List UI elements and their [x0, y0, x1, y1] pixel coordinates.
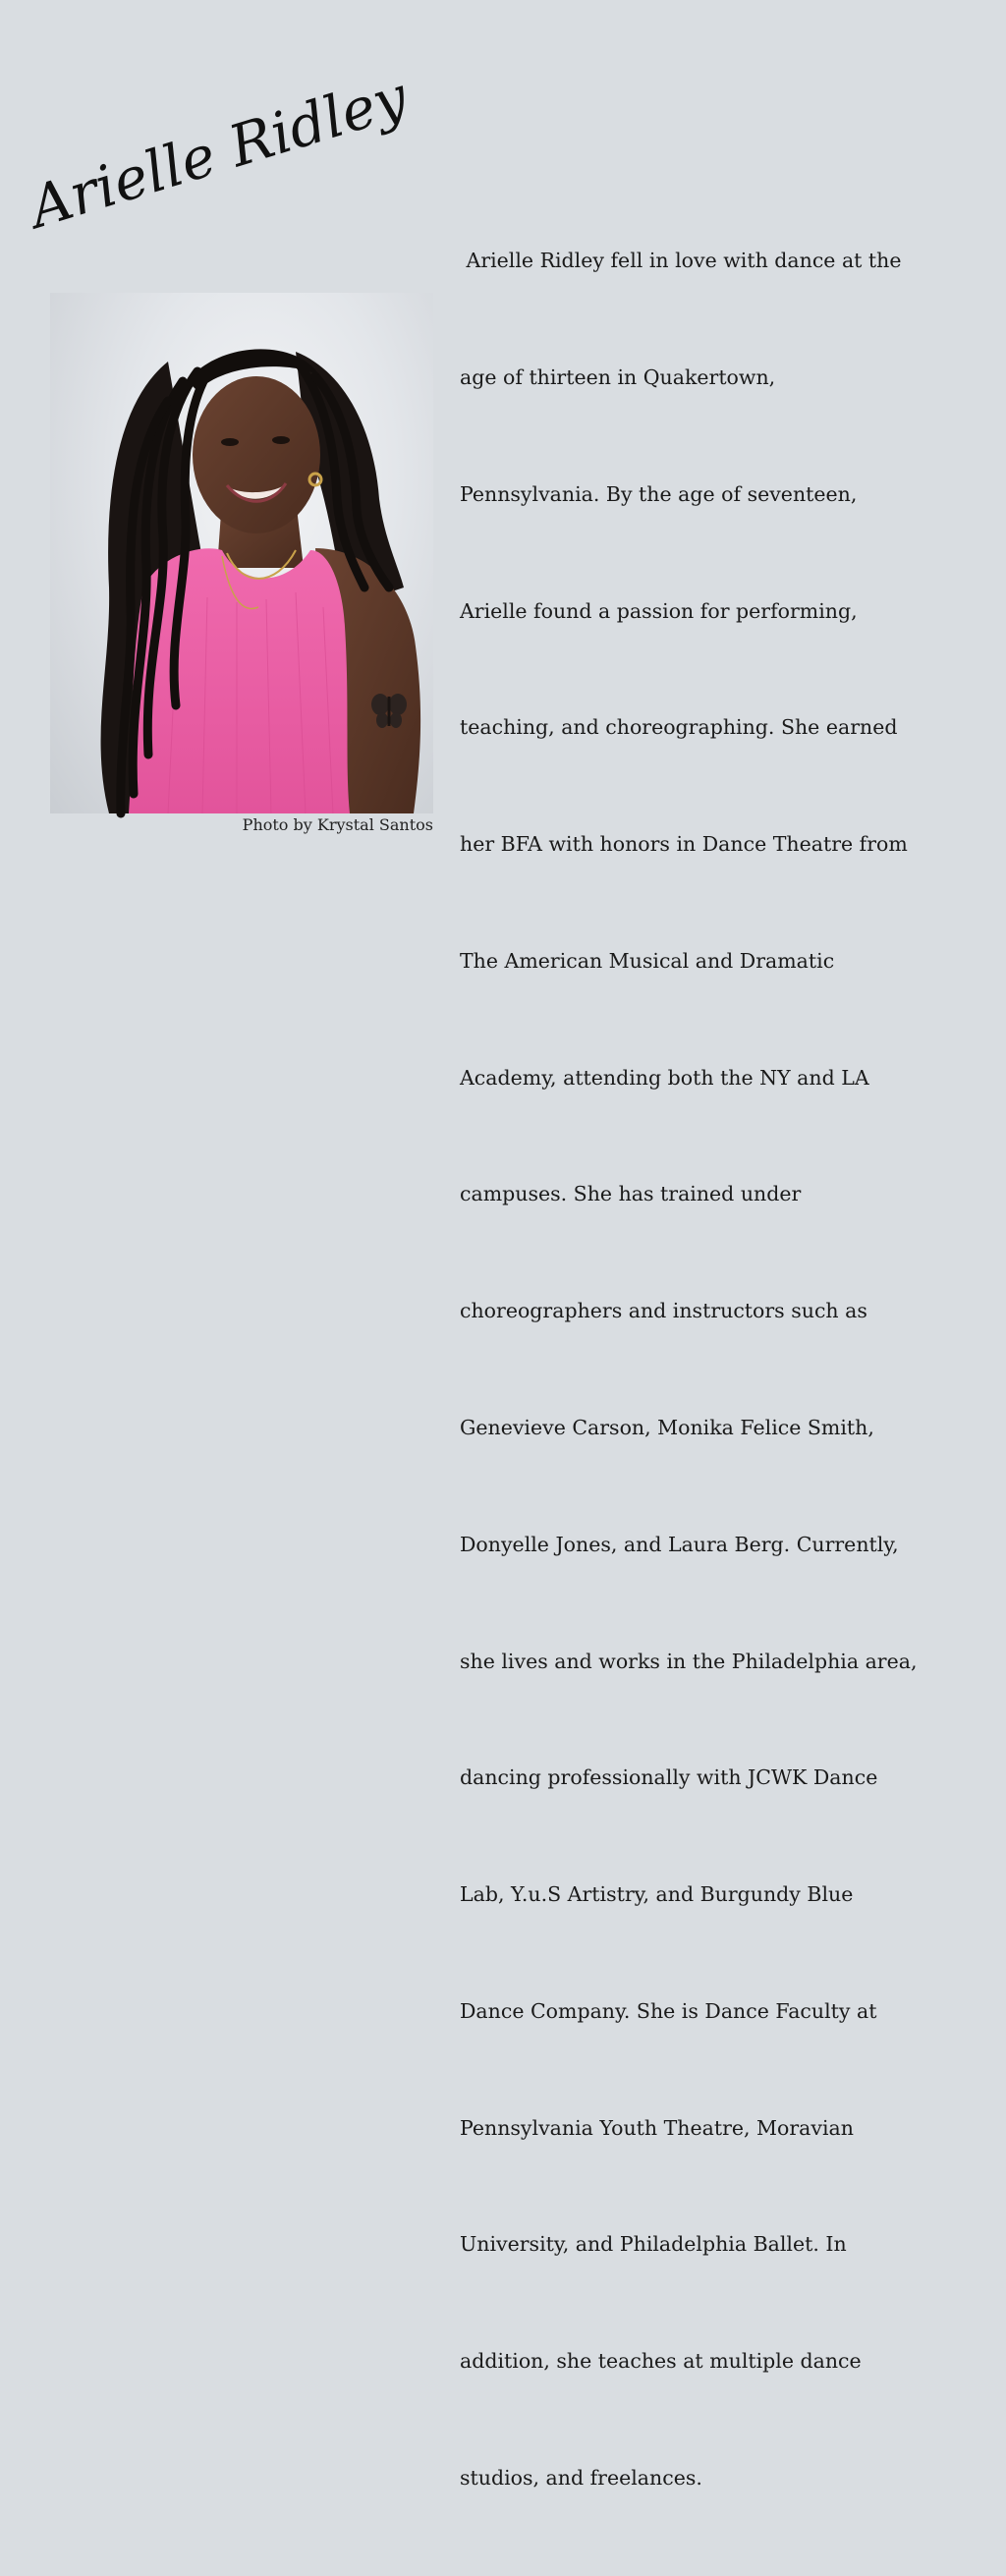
- bio-line: teaching, and choreographing. She earned: [460, 715, 898, 740]
- bio-line: addition, she teaches at multiple dance: [460, 2349, 862, 2374]
- bio-line: Pennsylvania. By the age of seventeen,: [460, 481, 858, 506]
- bio-line: Pennsylvania Youth Theatre, Moravian: [460, 2115, 854, 2140]
- bio-line: dancing professionally with JCWK Dance: [460, 1765, 878, 1790]
- name-heading-text: Arielle Ridley: [22, 63, 416, 242]
- name-heading-graphic: [22, 63, 462, 246]
- name-heading: [22, 63, 462, 246]
- bio-line: Lab, Y.u.S Artistry, and Burgundy Blue: [460, 1882, 854, 1907]
- bio-line: Arielle found a passion for performing,: [460, 598, 858, 623]
- bio-line: Academy, attending both the NY and LA: [460, 1065, 869, 1090]
- bio-line: choreographers and instructors such as: [460, 1299, 867, 1323]
- bio-line: Donyelle Jones, and Laura Berg. Currently,: [460, 1532, 899, 1556]
- bio-line: University, and Philadelphia Ballet. In: [460, 2232, 847, 2257]
- bio-line: The American Musical and Dramatic: [460, 948, 835, 973]
- bio-line: studios, and freelances.: [460, 2466, 702, 2491]
- bio-line: campuses. She has trained under: [460, 1182, 802, 1206]
- bio-line: Dance Company. She is Dance Faculty at: [460, 1998, 877, 2023]
- bio-line: she lives and works in the Philadelphia area,: [460, 1649, 918, 1673]
- bio-line: Arielle Ridley fell in love with dance at the: [460, 249, 902, 273]
- bio-text: [460, 164, 980, 2576]
- bio-line: Genevieve Carson, Monika Felice Smith,: [460, 1416, 874, 1439]
- bio-line: her BFA with honors in Dance Theatre from: [460, 832, 908, 857]
- portrait-illustration: [50, 293, 433, 813]
- photo-caption: Photo by Krystal Santos: [242, 815, 433, 834]
- bio-line: age of thirteen in Quakertown,: [460, 364, 776, 389]
- portrait-photo: [50, 293, 433, 813]
